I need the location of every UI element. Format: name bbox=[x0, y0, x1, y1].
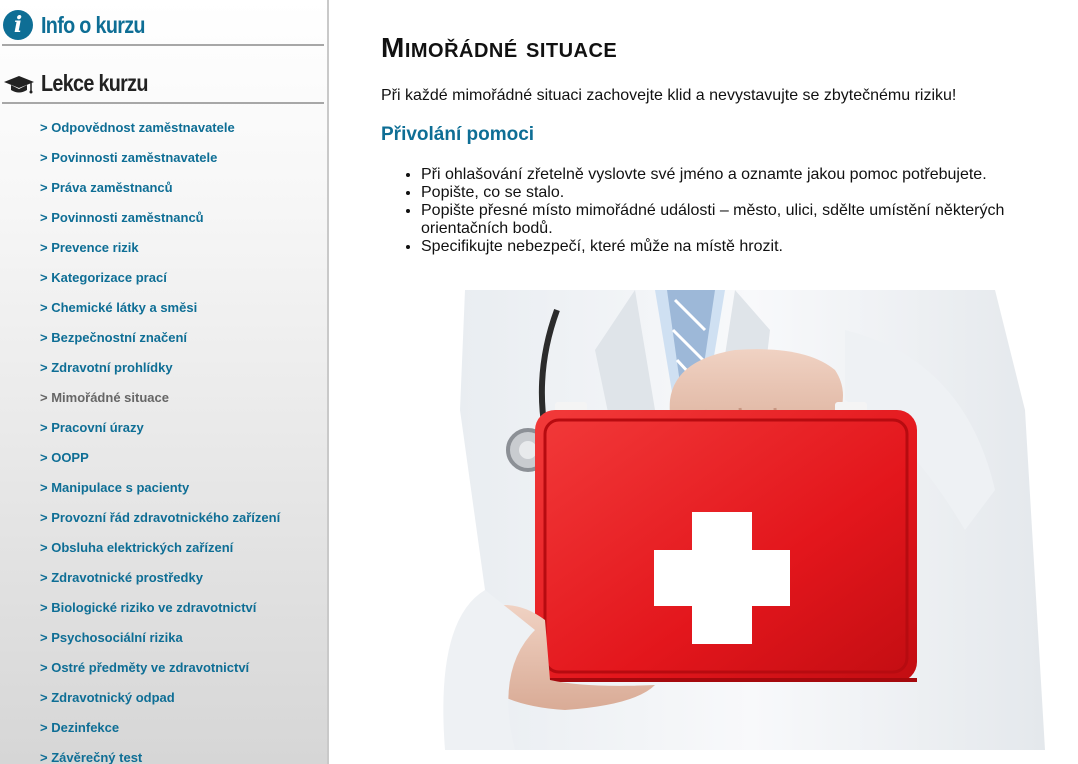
step-item: • Popište, co se stalo. bbox=[421, 184, 1078, 202]
lesson-link[interactable]: > Chemické látky a směsi bbox=[40, 300, 198, 315]
lesson-link[interactable]: > Závěrečný test bbox=[40, 750, 143, 764]
lesson-link[interactable]: > Povinnosti zaměstnanců bbox=[40, 210, 204, 225]
lesson-link[interactable]: > Prevence rizik bbox=[40, 240, 139, 255]
sidebar bbox=[0, 0, 329, 764]
info-circle-icon: i bbox=[3, 10, 33, 40]
doctor-with-first-aid-kit-illustration bbox=[405, 290, 1051, 750]
step-item: • Popište přesné místo mimořádné události – město, ulici, sdělte umístění některých orientačních bodů. bbox=[421, 202, 1078, 238]
lesson-link[interactable]: > Pracovní úrazy bbox=[40, 420, 144, 435]
graduation-cap-icon bbox=[3, 68, 35, 98]
step-item: • Specifikujte nebezpečí, které může na místě hrozit. bbox=[421, 238, 1078, 256]
lesson-link[interactable]: > Zdravotnické prostředky bbox=[40, 570, 203, 585]
lesson-link[interactable]: > Zdravotnický odpad bbox=[40, 690, 175, 705]
info-o-kurzu-link[interactable] bbox=[2, 6, 324, 46]
lesson-link[interactable]: > Bezpečnostní značení bbox=[40, 330, 188, 345]
lesson-link[interactable]: > Povinnosti zaměstnavatele bbox=[40, 150, 218, 165]
lesson-link[interactable]: > Psychosociální rizika bbox=[40, 630, 183, 645]
lesson-link[interactable]: > Biologické riziko ve zdravotnictví bbox=[40, 600, 257, 615]
lesson-link[interactable]: > Dezinfekce bbox=[40, 720, 120, 735]
lesson-link[interactable]: > OOPP bbox=[40, 450, 89, 465]
lesson-list bbox=[0, 114, 280, 764]
lesson-link[interactable]: > Manipulace s pacienty bbox=[40, 480, 190, 495]
section-title: Přivolání pomoci bbox=[381, 124, 535, 145]
step-item: • Při ohlašování zřetelně vyslovte své jméno a oznamte jakou pomoc potřebujete. bbox=[421, 166, 1078, 184]
lesson-link[interactable]: > Odpovědnost zaměstnavatele bbox=[40, 120, 235, 135]
info-heading-label: Info o kurzu bbox=[41, 11, 145, 38]
lesson-link[interactable]: > Kategorizace prací bbox=[40, 270, 167, 285]
steps-list bbox=[381, 166, 1078, 256]
intro-text: Při každé mimořádné situaci zachovejte klid a nevystavujte se zbytečnému riziku! bbox=[381, 87, 957, 104]
lessons-heading-label: Lekce kurzu bbox=[41, 69, 148, 96]
lesson-link[interactable]: > Obsluha elektrických zařízení bbox=[40, 540, 234, 555]
first-aid-kit-photo bbox=[405, 290, 1051, 750]
lesson-link[interactable]: > Zdravotní prohlídky bbox=[40, 360, 173, 375]
lesson-link[interactable]: > Práva zaměstnanců bbox=[40, 180, 173, 195]
page-title: Mimořádné situace bbox=[381, 32, 618, 63]
lekce-kurzu-heading[interactable] bbox=[2, 64, 324, 104]
lesson-link-active[interactable]: > Mimořádné situace bbox=[40, 390, 169, 405]
lesson-link[interactable]: > Provozní řád zdravotnického zařízení bbox=[40, 510, 281, 525]
lesson-link[interactable]: > Ostré předměty ve zdravotnictví bbox=[40, 660, 250, 675]
